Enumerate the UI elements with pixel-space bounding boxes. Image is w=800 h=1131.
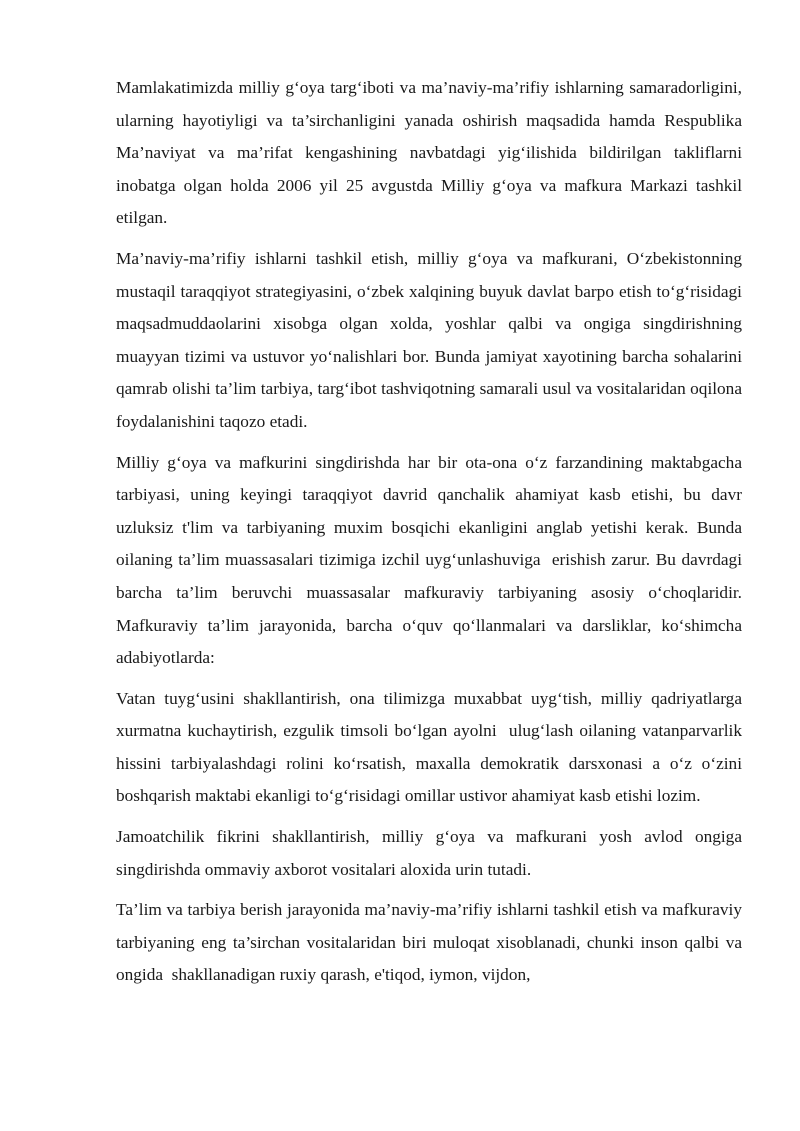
document-body — [116, 72, 751, 1000]
paragraph-4: Vatan tuyg‘usini shakllantirish, ona tilimizga muxabbat uyg‘tish, milliy qadriyatlarga xurmatna kuchaytirish, ezgulik timsoli bo‘lgan ayolni ulug‘lash oilaning vatanparvarlik hissini tarbiyalashdagi rolini ko‘rsatish, maxalla demokratik darsxonasi a o‘z o‘zini boshqarish maktabi ekanligi to‘g‘risidagi omillar ustivor ahamiyat kasb etishi lozim. — [116, 688, 747, 806]
paragraph-2: Ma’naviy-ma’rifiy ishlarni tashkil etish, milliy g‘oya va mafkurani, O‘zbekistonning mustaqil taraqqiyot strategiyasini, o‘zbek xalqining buyuk davlat barpo etish to‘g‘risidagi maqsadmuddaolarini xisobga olgan xolda, yoshlar qalbi va ongiga singdirishning muayyan tizimi va ustuvor yo‘nalishlari bor. Bunda jamiyat xayotining barcha sohalarini qamrab olishi ta’lim tarbiya, targ‘ibot tashviqotning samarali usul va vositalaridan oqilona foydalanishini taqozo etadi. — [116, 248, 751, 431]
paragraph-6: Ta’lim va tarbiya berish jarayonida ma’naviy-ma’rifiy ishlarni tashkil etish va mafkuraviy tarbiyaning eng ta’sirchan vositalaridan biri muloqat xisoblanadi, chunki inson qalbi va ongida shakllanadigan ruxiy qarash, e'tiqod, iymon, vijdon, — [116, 900, 747, 985]
paragraph-1: Mamlakatimizda milliy g‘oya targ‘iboti va ma’naviy-ma’rifiy ishlarning samaradorligini, ularning hayotiyligi va ta’sirchanligini yanada oshirish maqsadida hamda Respublika Ma’naviyat va ma’rifat kengashining navbatdagi yig‘ilishida bildirilgan takliflarni inobatga olgan holda 2006 yil 25 avgustda Milliy g‘oya va mafkura Markazi tashkil etilgan. — [116, 78, 747, 228]
paragraph-3: Milliy g‘oya va mafkurini singdirishda har bir ota-ona o‘z farzandining maktabgacha tarbiyasi, uning keyingi taraqqiyot davrid qanchalik ahamiyat kasb etishi, bu davr uzluksiz t'lim va tarbiyaning muxim bosqichi ekanligini anglab yetishi kerak. Bunda oilaning ta’lim muassasalari tizimiga izchil uyg‘unlashuviga erishish zarur. Bu davrdagi barcha ta’lim beruvchi muassasalar mafkuraviy tarbiyaning asosiy o‘choqlaridir. Mafkuraviy ta’lim jarayonida, barcha o‘quv qo‘llanmalari va darsliklar, ko‘shimcha adabiyotlarda: — [116, 452, 751, 668]
paragraph-5: Jamoatchilik fikrini shakllantirish, milliy g‘oya va mafkurani yosh avlod ongiga singdirishda ommaviy axborot vositalari aloxida urin tutadi. — [116, 827, 747, 879]
